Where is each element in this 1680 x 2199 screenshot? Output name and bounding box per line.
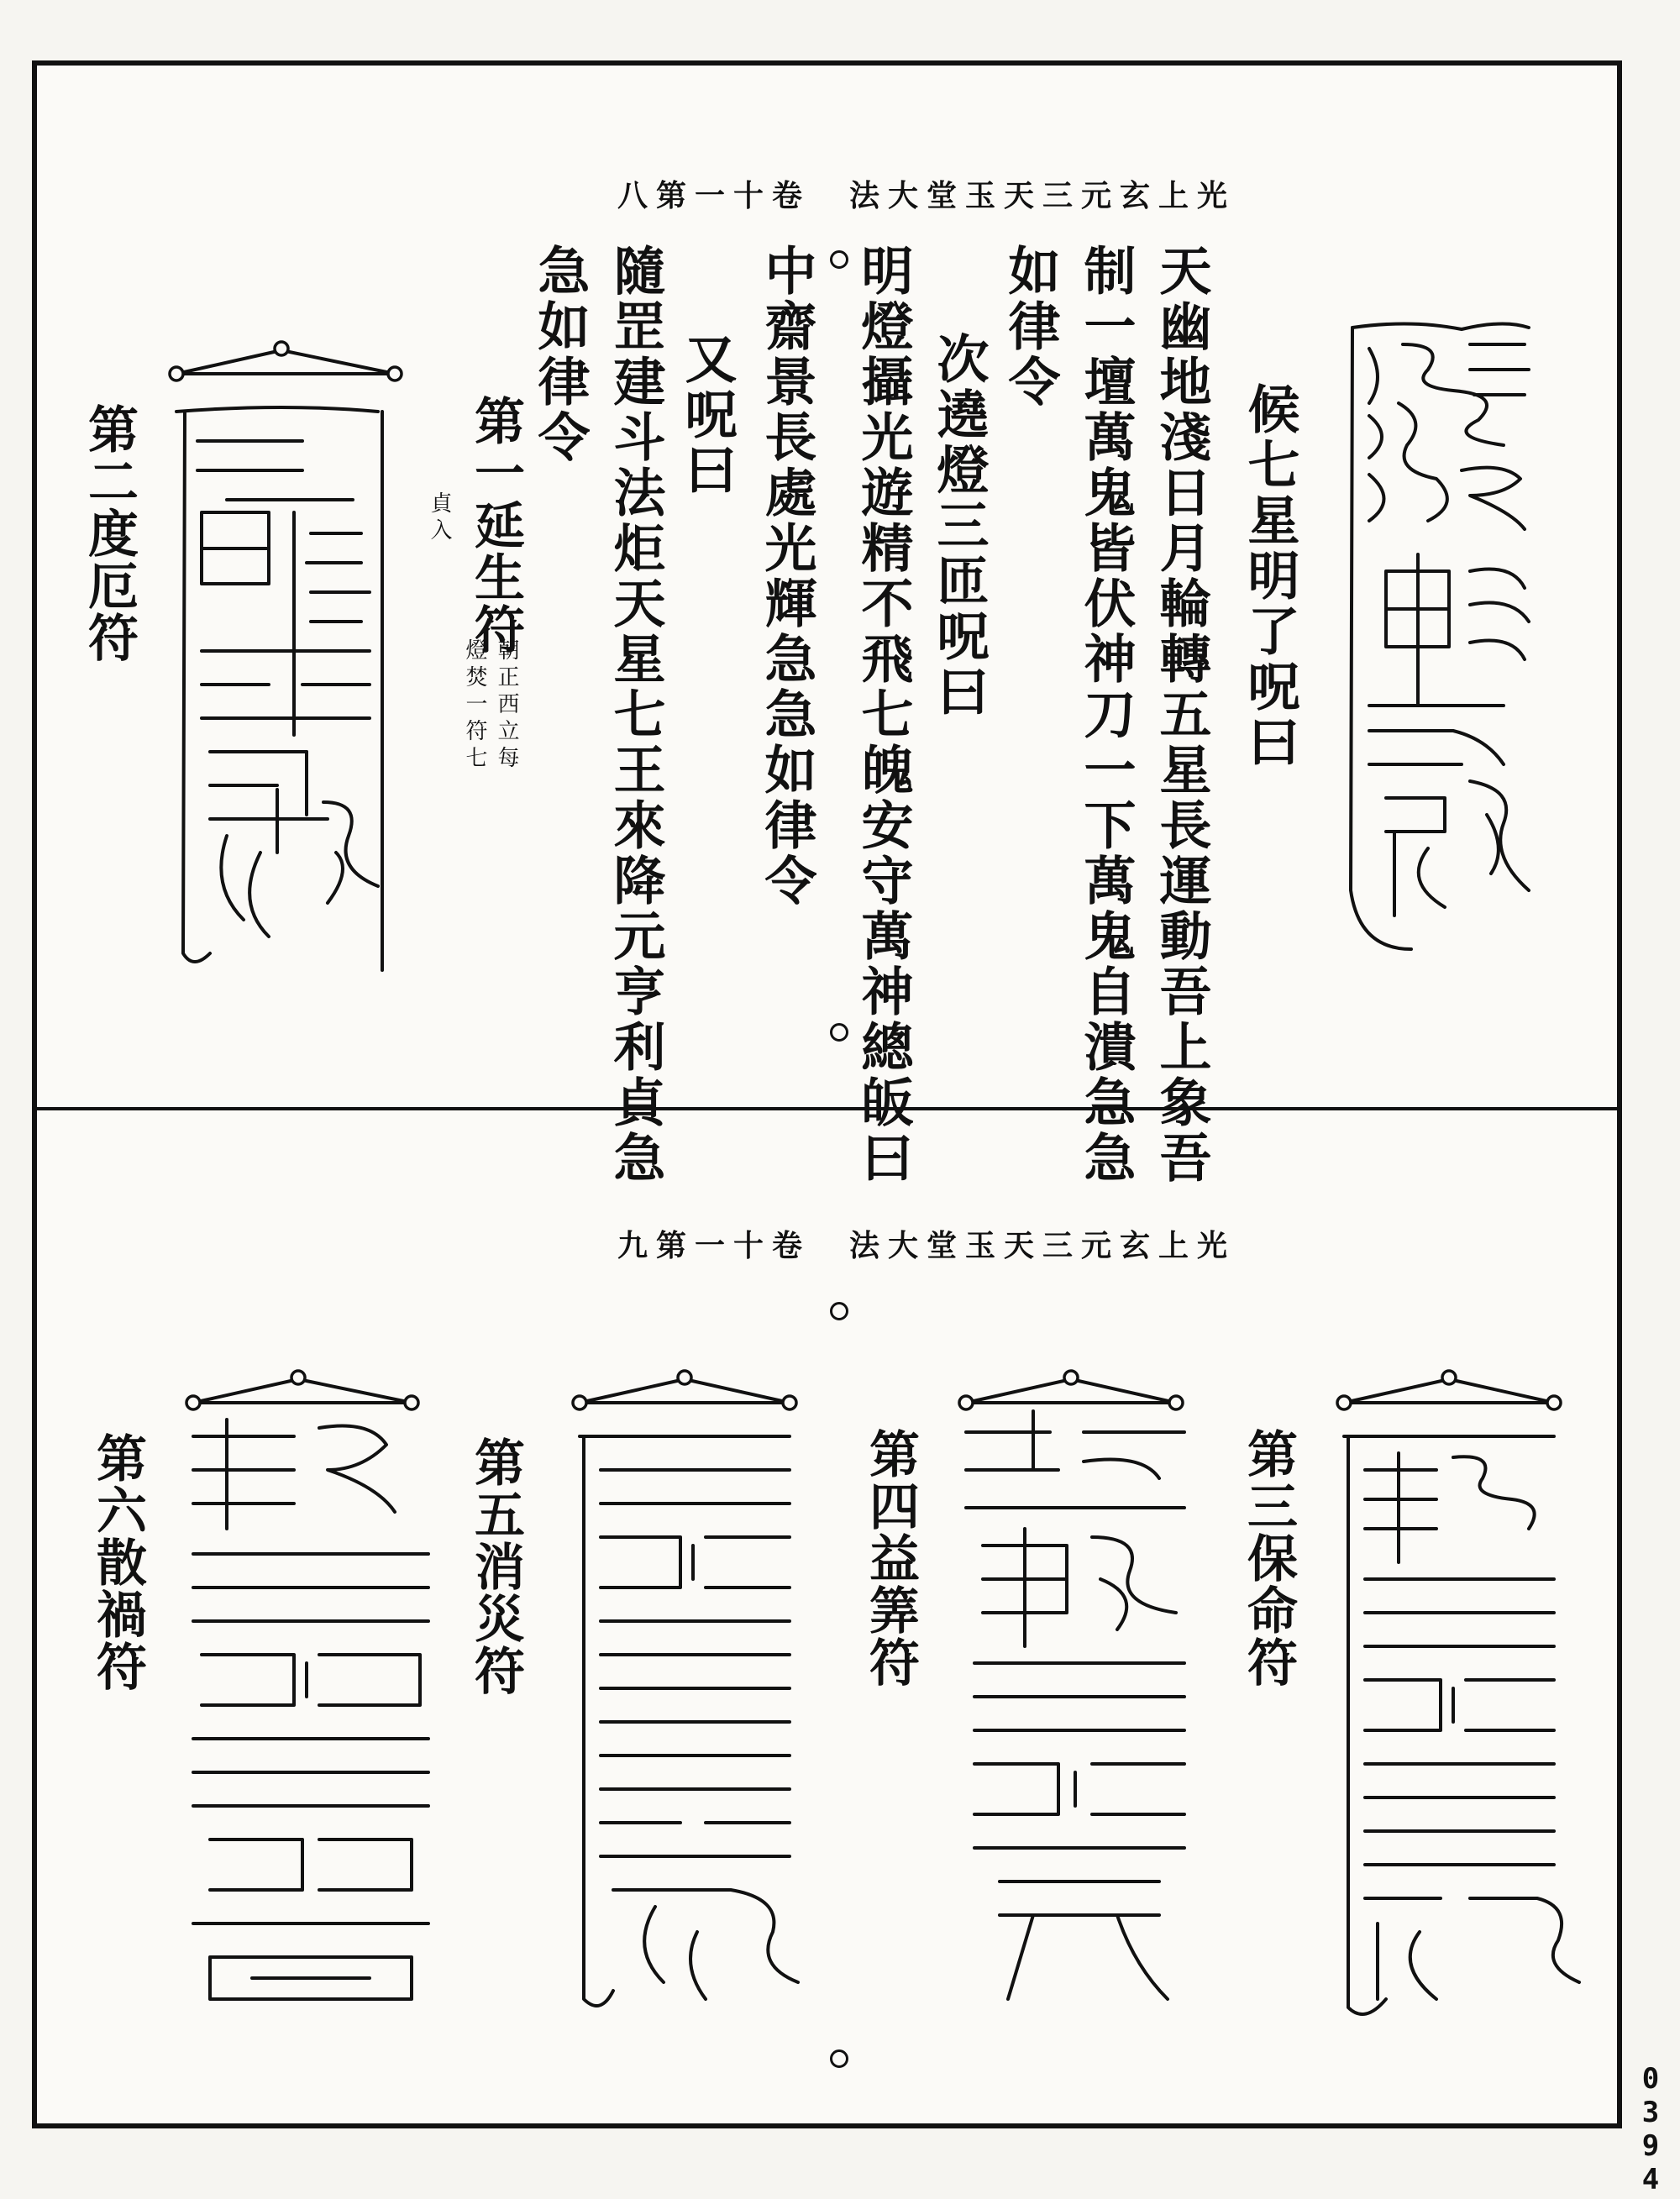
binding-hole-upper-top [830,250,848,269]
talisman-4-label: 第四益筭符 [861,1428,920,1688]
upper-column-2: 天幽地淺日月輪轉五星長運動吾上象吾 [1151,244,1212,1186]
talisman-3-label: 第三保命符 [1239,1428,1298,1688]
upper-column-3: 制一壇萬鬼皆伏神刀一下萬鬼自潰急急 [1075,244,1137,1186]
page-number: 0394 [1641,2062,1660,2196]
upper-page-header: 光上玄元三天玉堂大法 卷十一第八 [617,178,1236,213]
talisman-1-label: 第一延生符 [466,395,525,655]
talisman-figure-4 [949,1361,1218,2024]
talisman-figure-upper-right [1336,311,1537,958]
talisman-1-note-a: 朝正西立每 [494,638,519,773]
page-divider [32,1107,1622,1110]
talisman-figure-5 [563,1361,832,2024]
talisman-1-side-note: 貞入 [427,491,452,545]
talisman-5-label: 第五消災符 [466,1436,525,1697]
upper-column-10: 急如律令 [529,244,591,465]
upper-column-4: 如律令 [1000,244,1061,410]
talisman-figure-3 [1327,1361,1596,2024]
binding-hole-lower-top [830,1302,848,1320]
talisman-2-label: 第二度厄符 [80,403,139,664]
talisman-6-label: 第六散禍符 [88,1432,147,1693]
lower-page-header: 光上玄元三天玉堂大法 卷十一第九 [617,1228,1236,1263]
upper-column-6: 明燈攝光遊精不飛七魄安守萬神總皈曰 [853,244,914,1186]
binding-hole-upper-bottom [830,1023,848,1042]
binding-hole-lower-bottom [830,2049,848,2068]
upper-column-9: 隨罡建斗法炬天星七王來降元亨利貞急 [605,244,666,1186]
talisman-1-note-b: 燈焚一符七 [462,638,487,773]
upper-column-5: 次遶燈三匝呪曰 [928,332,990,720]
upper-column-8: 又呪曰 [676,332,738,498]
talisman-figure-upper-left [160,332,412,979]
upper-column-7: 中齋景長處光輝急急如律令 [756,244,817,909]
upper-column-1: 候七星明了呪曰 [1239,382,1300,770]
talisman-figure-6 [176,1361,454,2024]
